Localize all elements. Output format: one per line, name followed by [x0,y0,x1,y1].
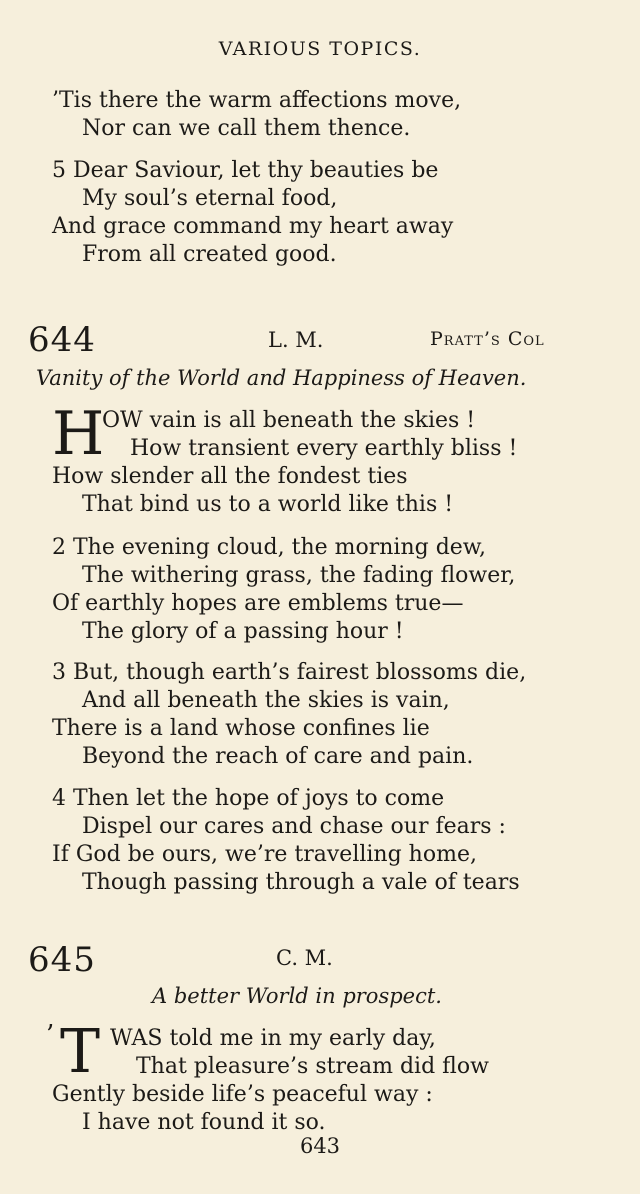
verse-line: 2 The evening cloud, the morning dew, [52,535,487,560]
verse-line: How transient every earthly bliss ! [130,436,518,461]
verse-line: That pleasure’s stream did flow [136,1054,489,1079]
hymn-title: A better World in prospect. [152,984,442,1008]
verse-line: 4 Then let the hope of joys to come [52,786,445,811]
verse-line: And grace command my heart away [52,214,454,239]
verse-line: Nor can we call them thence. [82,116,411,141]
verse-line: Gently beside life’s peaceful way : [52,1082,433,1107]
drop-cap: H [52,399,105,469]
drop-cap: T [60,1017,101,1087]
verse-line: 5 Dear Saviour, let thy beauties be [52,158,439,183]
verse-line: From all created good. [82,242,337,267]
verse-line: How slender all the fondest ties [52,464,408,489]
verse-line: Though passing through a vale of tears [82,870,520,895]
verse-line: If God be ours, we’re travelling home, [52,842,477,867]
hymn-number: 644 [28,320,96,360]
verse-line: 3 But, though earth’s fairest blossoms die, [52,660,527,685]
hymn-title: Vanity of the World and Happiness of Heaven. [36,366,527,390]
verse-line: I have not found it so. [82,1110,326,1135]
verse-line: That bind us to a world like this ! [82,492,454,517]
apostrophe-mark: ’ [46,1020,55,1050]
verse-line: Of earthly hopes are emblems true— [52,591,464,616]
verse-line: The glory of a passing hour ! [82,619,404,644]
tune-name: Pratt’s Col [430,328,545,350]
verse-line: ’Tis there the warm affections move, [52,88,462,113]
verse-line: Beyond the reach of care and pain. [82,744,474,769]
verse-line: There is a land whose confines lie [52,716,430,741]
hymn-number: 645 [28,940,96,980]
verse-line: OW vain is all beneath the skies ! [102,408,476,433]
verse-line: Dispel our cares and chase our fears : [82,814,506,839]
verse-line: WAS told me in my early day, [110,1026,436,1051]
page-number: 643 [299,1134,341,1158]
hymn-meter: C. M. [276,946,333,970]
running-head: VARIOUS TOPICS. [218,38,422,60]
hymn-meter: L. M. [268,328,324,352]
verse-line: And all beneath the skies is vain, [82,688,450,713]
verse-line: The withering grass, the fading flower, [82,563,516,588]
verse-line: My soul’s eternal food, [82,186,338,211]
